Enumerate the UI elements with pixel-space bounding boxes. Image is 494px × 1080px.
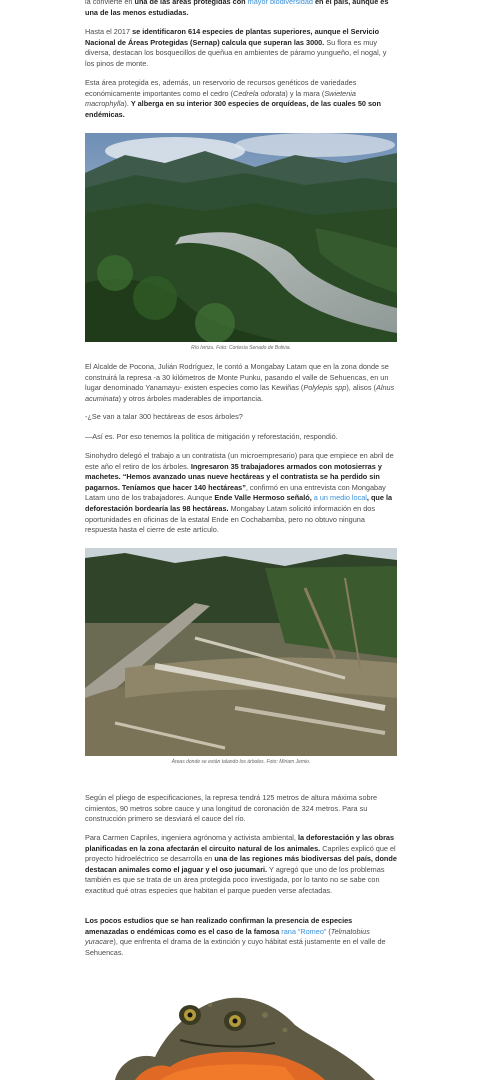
paragraph-sinohydro: Sinohydro delegó el trabajo a un contratista (un microempresario) para que empiece en abril de este año el retiro de los árboles. Ingresaron 35 trabajadores armados con motosierras y machetes. “Hemos avanzado unas nueve hectáreas y el contratista se ha perdido sin pagarnos. Teníamos que hacer 140 hectáreas”, confirmó en una entrevista con Mongabay Latam uno de los trabajadores. Aunque Ende Valle Hermoso señaló, a un medio local, que la deforestación bordearía las 98 hectáreas. Mongabay Latam solicitó información en dos oportunidades en oficinas de la estatal Ende en Cochabamba, pero no obtuvo ninguna respuesta hasta el cierre de este artículo. [85,451,394,535]
photo-deforestation [85,548,397,756]
paragraph-capriles: Para Carmen Capriles, ingeniera agrónoma y activista ambiental, la deforestación y las obras planificadas en la zona afectarán el circuito natural de los animales. Capriles explicó que el proyecto hidroeléctrico se desarrolla en una de las regiones más biodiversas del país, donde destacan animales como el jaguar y el oso jucumari. Y agregó que uno de los problemas también es que se trata de un área protegida poco investigada, por lo tanto no se sabe con exactitud qué otras especies que habitan el parque pueden verse afectadas. [85,833,397,895]
paragraph-rana-romeo: Los pocos estudios que se han realizado confirman la presencia de especies amenazadas o endémicas como es el caso de la famosa rana “Romeo” (Telmatobius yuracare), que enfrenta el drama de la extinción y cuyo hábitat está justamente en el valle de Sehuencas. [85,916,386,957]
question-line: -¿Se van a talar 300 hectáreas de esos árboles? [85,412,243,421]
paragraph-plantas: Hasta el 2017 se identificaron 614 especies de plantas superiores, aunque el Servicio Nacional de Áreas Protegidas (Sernap) calcula que superan las 3000. Su flora es muy diversa, destacan los bosquecillos de queñua en ambientes de páramo yungueño, el nogal, y los pinos de monte. [85,27,387,68]
photo-rio-ivirizu [85,133,397,342]
photo-rana-romeo [85,985,397,1080]
link-rana-romeo[interactable]: rana “Romeo” [281,926,327,936]
caption-image-1: Río Ivirizu. Foto: Cortesía Senado de Bolivia. [191,345,291,351]
caption-image-2: Áreas donde se están talando los árboles. Foto: Miriam Jemio. [171,759,311,765]
paragraph-alcalde: El Alcalde de Pocona, Julián Rodríguez, le contó a Mongabay Latam que en la zona donde se construirá la represa -a 30 kilómetros de Monte Punku, pasando el valle de Sehuencas, en un lugar denominado Yanamayu- existen especies como las Kewiñas (Polylepis spp), alisos (Alnus acuminata) y otros árboles maderables de importancia. [85,362,395,403]
link-mayor-biodiversidad[interactable]: mayor biodiversidad [247,0,313,6]
paragraph-especificaciones: Según el pliego de especificaciones, la represa tendrá 125 metros de altura máxima sobre cimientos, 90 metros sobre cauce y una longitud de coronación de 324 metros. Para su construcción primero se desviará el cauce del río. [85,793,378,824]
link-medio-local[interactable]: a un medio local [313,493,367,503]
intro-paragraph: la convierte en una de las áreas protegidas con mayor biodiversidad en el país, aunque es una de las menos estudiadas. [85,0,397,18]
answer-line: —Así es. Por eso tenemos la política de mitigación y reforestación, respondió. [85,432,338,441]
paragraph-recursos: Esta área protegida es, además, un reservorio de recursos genéticos de variedades económicamente importantes como el cedro (Cedrela odorata) y la mara (Swietenia macrophylla). Y alberga en su interior 300 especies de orquídeas, de las cuales 50 son endémicas. [85,78,381,119]
